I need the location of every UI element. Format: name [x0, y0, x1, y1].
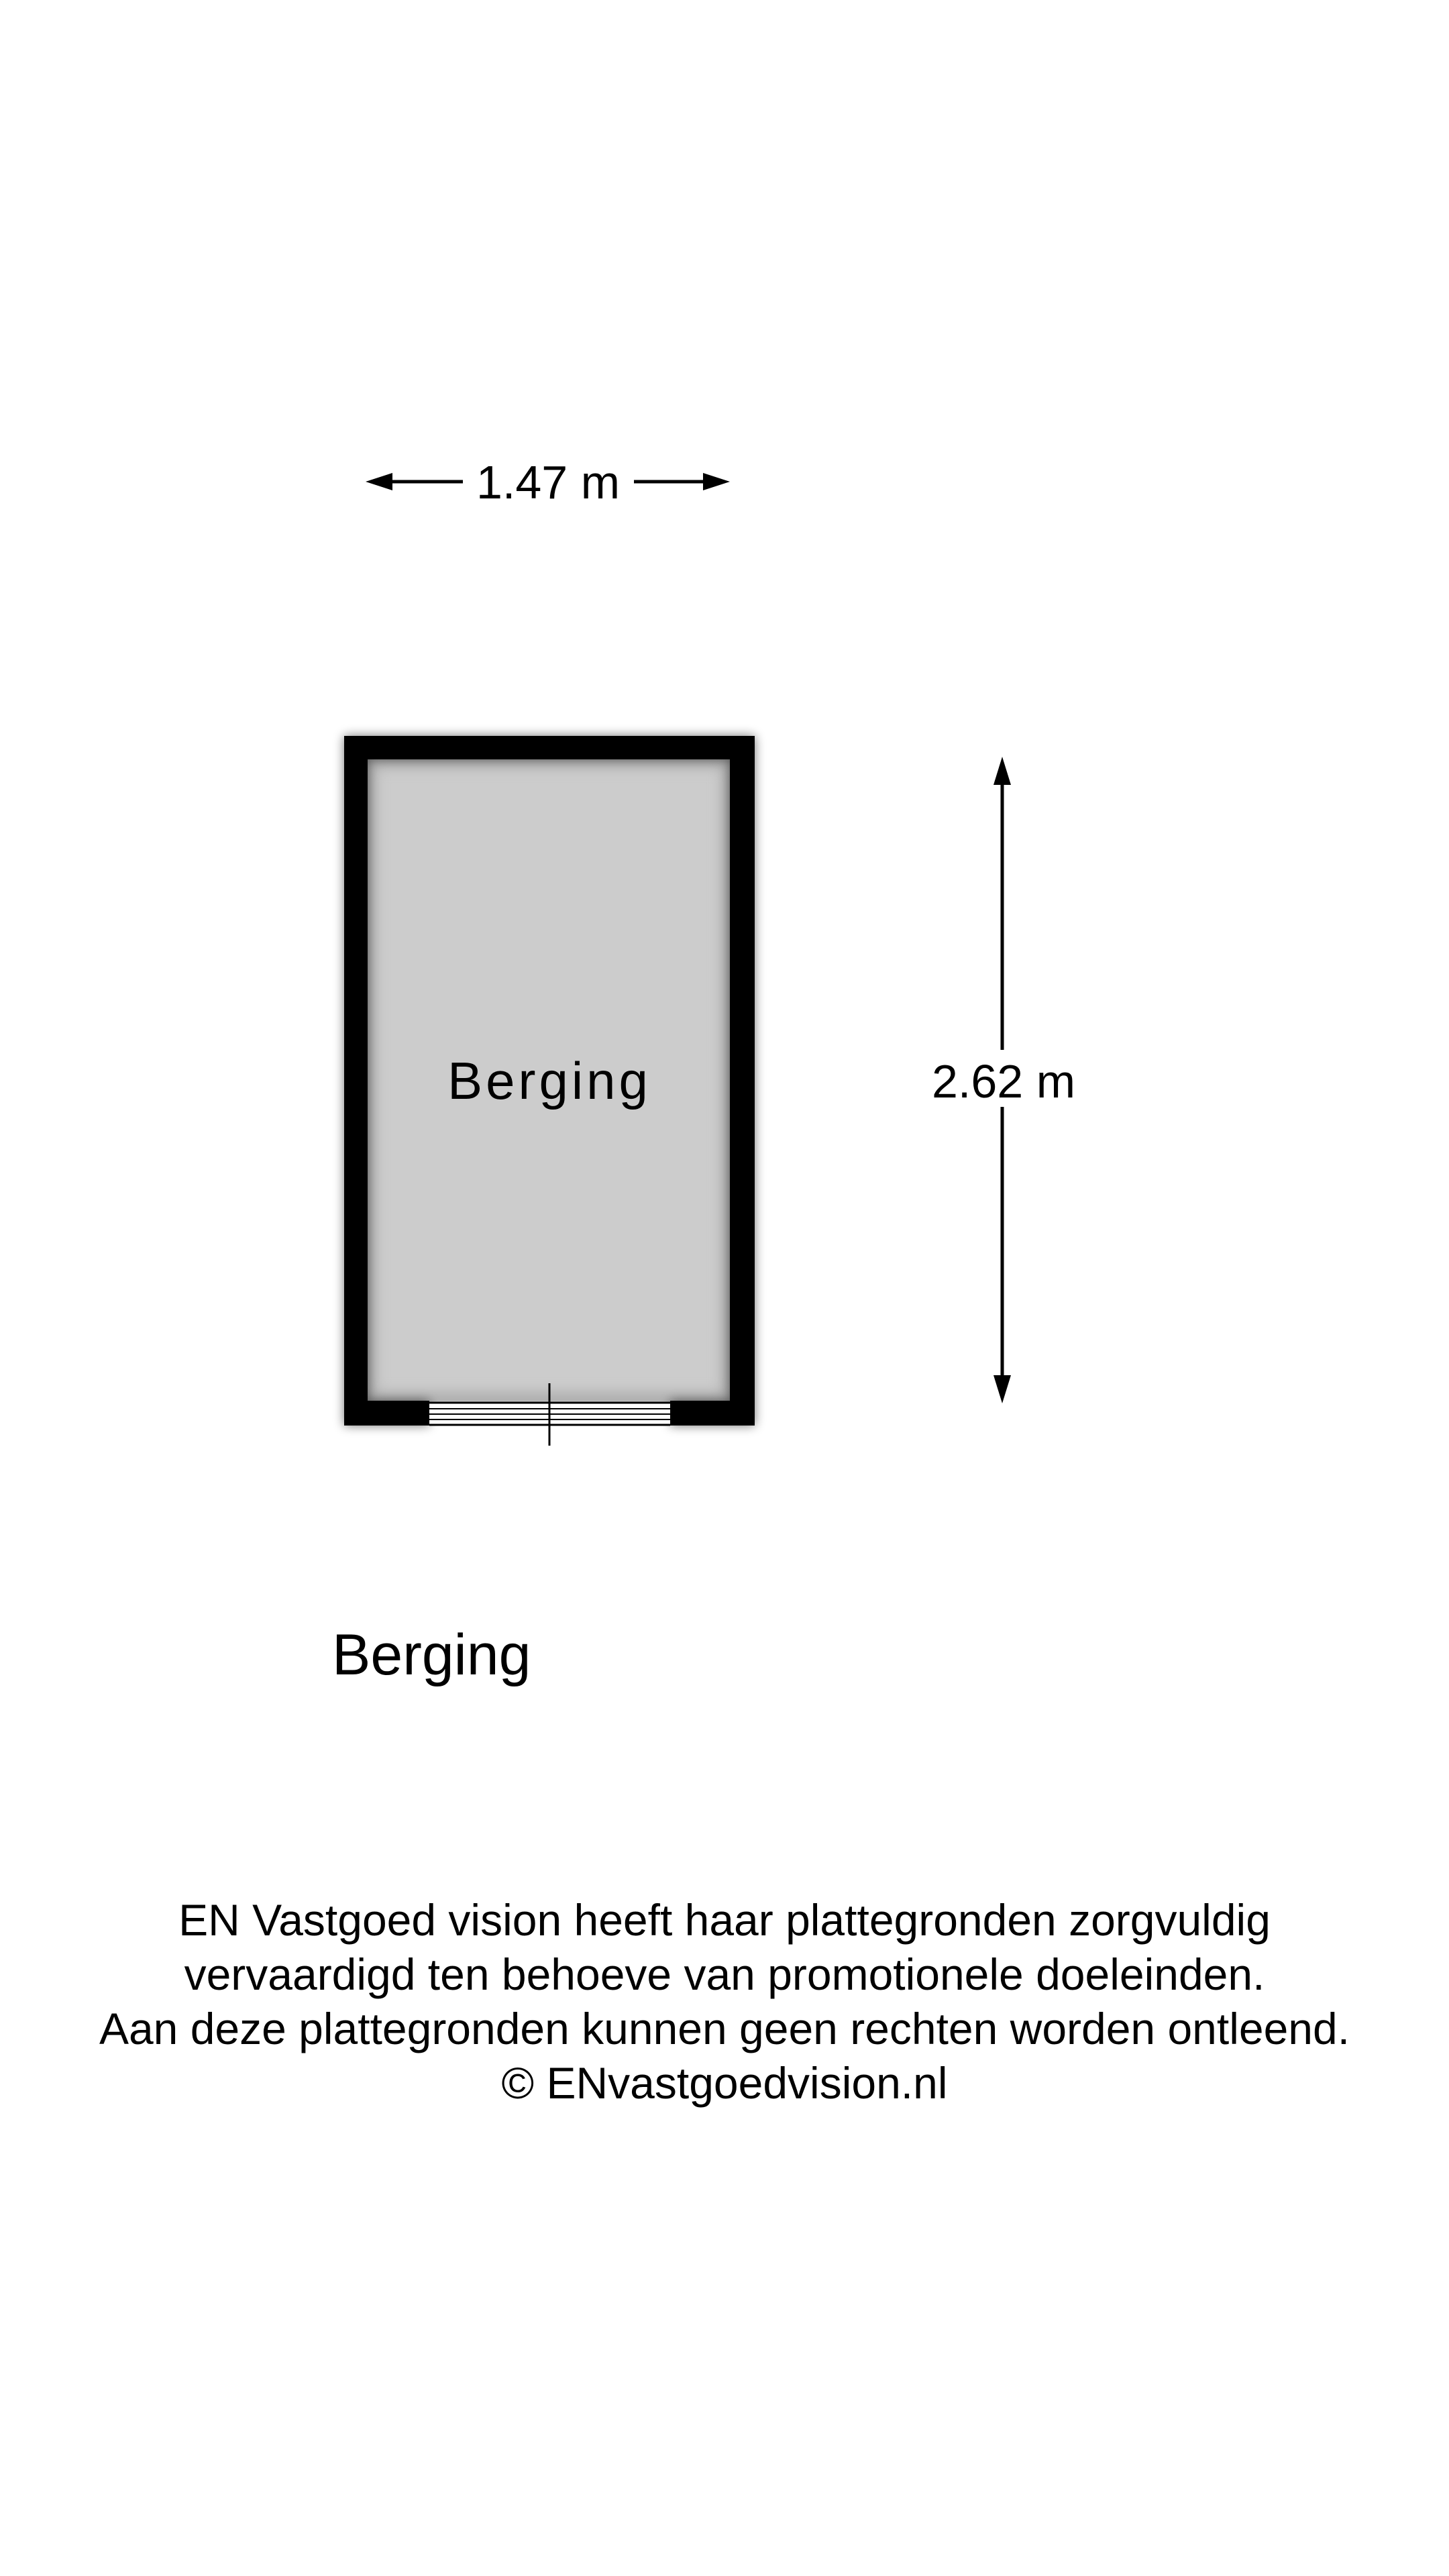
width-dimension-arrow-right: [703, 473, 730, 490]
floor-title: Berging: [332, 1623, 531, 1687]
width-dimension: [366, 456, 730, 508]
width-dimension-label: 1.47 m: [476, 456, 620, 508]
disclaimer-line-3: Aan deze plattegronden kunnen geen rechten worden ontleend.: [99, 2004, 1350, 2053]
room-berging: [344, 736, 755, 1446]
height-dimension-arrow-bottom: [994, 1375, 1011, 1403]
copyright-line: © ENvastgoedvision.nl: [501, 2058, 948, 2108]
disclaimer-line-2: vervaardigd ten behoeve van promotionele doeleinden.: [184, 1949, 1265, 1999]
height-dimension-label: 2.62 m: [932, 1055, 1075, 1108]
width-dimension-arrow-left: [366, 473, 392, 490]
height-dimension: [932, 757, 1075, 1403]
room-label: Berging: [447, 1051, 651, 1110]
disclaimer: [0, 1893, 1449, 2110]
disclaimer-line-1: EN Vastgoed vision heeft haar plattegronden zorgvuldig: [178, 1895, 1271, 1945]
